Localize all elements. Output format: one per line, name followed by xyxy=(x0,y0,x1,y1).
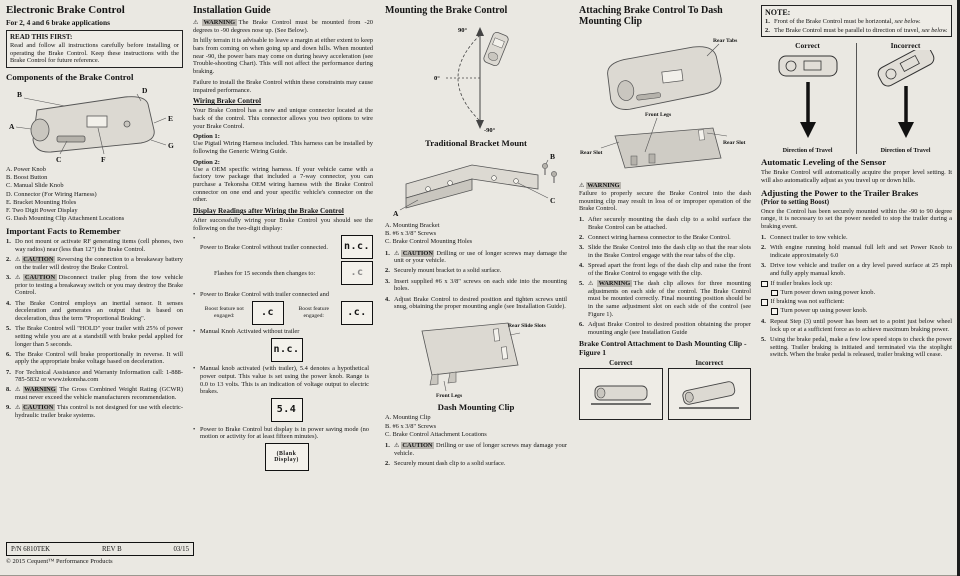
option2-text: Use a OEM specific wiring harness. If your vehicle came with a factory tow package that included a 7-way connector, you can purchase a Tekonsha OEM wiring harness with the Brake Control connector on one end and your specific vehicle's connector on the other. xyxy=(193,165,373,204)
figure1-correct-label: Correct xyxy=(609,359,633,368)
caution-label: CAUTION xyxy=(23,256,54,264)
bracket-step: 4. Adjust Brake Control to desired position and tighten screws until snug, obtaining the proper mounting angle (see Installation Guide). xyxy=(385,295,567,311)
facts-heading: Important Facts to Remember xyxy=(6,226,121,237)
clip-part-item: A. Mounting Clip xyxy=(385,414,431,422)
figure1 xyxy=(579,359,751,420)
bracket-part-item: A. Mounting Bracket xyxy=(385,222,440,229)
option2-label: Option 2: xyxy=(193,158,220,166)
figure1-incorrect-label: Incorrect xyxy=(695,359,724,368)
check-condition: If braking was not sufficient: xyxy=(761,298,952,306)
attaching-heading: Attaching Brake Control To Dash Mounting Clip xyxy=(579,5,723,27)
checkbox-icon xyxy=(771,308,778,315)
column-mounting xyxy=(385,5,567,470)
column-attaching xyxy=(579,5,751,420)
display-bullet-manual-no-trailer: • Manual Knob Activated without trailer n.c. xyxy=(193,328,373,362)
checkbox-icon xyxy=(761,299,768,306)
option1-text: Use Pigtail Wiring Harness included. This harness can be installed by following the Generic Wiring Guide. xyxy=(193,140,373,155)
power-step: 2. With engine running hold manual full left and set Power Knob to indicate approximately 6.0 xyxy=(761,244,952,259)
power-heading: Adjusting the Power to the Trailer Brakes xyxy=(761,187,919,198)
component-item: G. Dash Mounting Clip Attachment Locations xyxy=(6,215,125,223)
check-condition: If trailer brakes lock up: xyxy=(761,280,952,288)
attach-warning-chip xyxy=(579,182,751,189)
component-item: B. Boost Button xyxy=(6,174,48,182)
rear-tabs-label: Rear Tabs xyxy=(713,38,738,44)
bracket-parts-list xyxy=(385,222,567,247)
component-label-c: C xyxy=(55,154,61,164)
component-item: E. Bracket Mounting Holes xyxy=(6,198,77,206)
correct-orientation-sketch xyxy=(764,50,852,142)
direction-of-travel-label: Direction of Travel xyxy=(880,147,931,155)
figure1-heading: Brake Control Attachment to Dash Mounting Clip - Figure 1 xyxy=(579,339,747,358)
angle-label-0: 0° xyxy=(434,75,440,82)
column-notes xyxy=(761,5,952,361)
copyright: © 2015 Cequent™ Performance Products xyxy=(6,558,113,565)
figure1-incorrect-sketch xyxy=(668,368,752,420)
rear-slot-right-label: Rear Slot xyxy=(723,140,746,146)
display-readings-heading: Display Readings after Wiring the Brake Control xyxy=(193,207,344,216)
warning-icon: ⚠ xyxy=(15,404,21,412)
display-readings-intro: After successfully wiring your Brake Control you should see the following on the two-digit display: xyxy=(193,217,373,232)
rear-slot-left-label: Rear Slot xyxy=(580,150,603,156)
bullet-icon: • xyxy=(193,235,196,243)
display-bullet-no-trailer: • Power to Brake Control without trailer connected. n.c. Flashes for 15 seconds then changes to: .c xyxy=(193,235,373,287)
fact-item: 7. For Technical Assistance and Warranty Information call: 1-888-785-5832 or www.tekonsha.com xyxy=(6,368,183,384)
note-heading: NOTE: xyxy=(765,8,791,17)
front-legs-label: Front Legs xyxy=(645,112,672,118)
read-this-first-box xyxy=(6,30,183,68)
components-list xyxy=(6,166,183,223)
note-item: 1. Front of the Brake Control must be horizontal, see below. xyxy=(765,18,921,25)
fact-item: 2. ⚠ CAUTION Reversing the connection to a breakaway battery on the trailer will destroy the Brake Control. xyxy=(6,256,183,271)
dash-clip-diagram xyxy=(388,313,564,399)
clip-part-item: B. #6 x 3/8" Screws xyxy=(385,422,437,430)
bracket-step: 1. ⚠ CAUTION Drilling or use of longer screws may damage the unit or your vehicle. xyxy=(385,249,567,265)
attach-warning-text: Failure to properly secure the Brake Control into the dash mounting clip may result in loss of or improper operation of the Brake Control. xyxy=(579,190,751,213)
checkbox-icon xyxy=(771,290,778,297)
clip-step: 2. Securely mount dash clip to a solid surface. xyxy=(385,459,506,467)
bracket-mount-heading: Traditional Bracket Mount xyxy=(425,138,527,148)
attach-step: 6. Adjust Brake Control to desired position obtaining the proper mounting angle (see Installation Guide xyxy=(579,320,751,336)
part-number-strip xyxy=(6,542,194,556)
constraints-paragraph: Failure to install the Brake Control within these constraints may cause impaired performance. xyxy=(193,78,373,94)
seven-segment-display: 5.4 xyxy=(271,398,303,422)
revision: REV B xyxy=(101,545,122,553)
mounting-angle-diagram xyxy=(388,19,564,135)
seven-segment-display: n.c. xyxy=(341,235,373,259)
warning-label: WARNING xyxy=(598,279,631,287)
component-label-g: G xyxy=(167,140,174,150)
bracket-part-item: C. Brake Control Mounting Holes xyxy=(385,238,473,246)
clip-step: 1. ⚠ CAUTION Drilling or use of longer screws may damage your vehicle. xyxy=(385,441,567,457)
seven-segment-display: .c xyxy=(341,261,373,285)
front-legs-label: Front Legs xyxy=(436,393,463,400)
bullet-icon: • xyxy=(193,328,196,336)
bracket-label-c: C xyxy=(550,196,556,205)
doc-title: Electronic Brake Control xyxy=(6,4,125,16)
date-code: 03/15 xyxy=(173,545,189,553)
component-label-f: F xyxy=(100,154,106,164)
attach-step: 5. ⚠ WARNING The dash clip allows for three mounting adjustments on each side of the control. The Brake Control must be mounted correctly. Final mounting position should be in the same adjustment slot on each side of the control (see Figure 1). xyxy=(579,279,751,318)
power-step: 3. Drive tow vehicle and trailer on a dry level paved surface at 25 mph and fully apply manual knob. xyxy=(761,261,952,277)
seven-segment-display: .c xyxy=(252,301,284,325)
fact-item: 6. The Brake Control will brake proportionally in reverse. It will apply the appropriate brake voltage based on deceleration. xyxy=(6,350,183,366)
bullet-icon: • xyxy=(193,365,196,373)
fact-item: 1. Do not mount or activate RF generating items (cell phones, two way radios) near (less than 12") the Brake Control. xyxy=(6,238,183,253)
display-bullet-power-saving: • Power to Brake Control but display is in power saving mode (no motion or activity for at least fifteen minutes). (Blank Display) xyxy=(193,426,373,471)
direction-of-travel-label: Direction of Travel xyxy=(782,147,833,155)
doc-subtitle: For 2, 4 and 6 brake applications xyxy=(6,17,110,27)
warning-icon: ⚠ xyxy=(588,279,597,287)
clip-part-item: C. Brake Control Attachment Locations xyxy=(385,430,487,438)
incorrect-label: Incorrect xyxy=(890,41,921,51)
mounting-heading: Mounting the Brake Control xyxy=(385,5,508,16)
fact-item: 8. ⚠ WARNING The Gross Combined Weight Rating (GCWR) must never exceed the vehicle manufacturers recommendation. xyxy=(6,386,183,402)
seven-segment-display: .c. xyxy=(341,301,373,325)
checkbox-icon xyxy=(761,281,768,288)
option1-label: Option 1: xyxy=(193,133,220,141)
attach-step: 3. Slide the Brake Control into the dash clip so that the rear slots in the Brake Control engage with the rear tabs of the clip. xyxy=(579,244,751,259)
angle-label-90: 90° xyxy=(458,27,468,34)
column-overview xyxy=(6,5,183,422)
bracket-label-b: B xyxy=(550,152,556,161)
warning-icon: ⚠ xyxy=(579,182,585,189)
bullet-icon: • xyxy=(193,425,196,433)
column-installation xyxy=(193,5,373,474)
warning-icon: ⚠ xyxy=(15,256,21,264)
fact-item: 9. ⚠ CAUTION This control is not designed for use with electric-hydraulic trailer brake systems. xyxy=(6,404,183,419)
rear-slide-slots-label: Rear Slide Slots xyxy=(508,323,546,330)
bracket-diagram xyxy=(388,150,564,220)
power-step: 4. Repeat Step (3) until power has been set to a point just below wheel lock up or at a sufficient force as to achieve maximum braking power. xyxy=(761,318,952,333)
attach-step: 1. After securely mounting the dash clip to a solid surface the Brake Control can be attached. xyxy=(579,216,751,231)
component-label-a: A xyxy=(8,121,14,131)
installation-heading: Installation Guide xyxy=(193,5,271,16)
components-heading: Components of the Brake Control xyxy=(6,71,134,82)
fact-item: 3. ⚠ CAUTION Disconnect trailer plug from the tow vehicle prior to testing a breakaway switch or you may destroy the Brake Control. xyxy=(6,274,183,297)
warning-label: WARNING xyxy=(203,19,236,26)
angle-label-neg90: -90° xyxy=(484,127,496,134)
caution-label: CAUTION xyxy=(23,404,54,412)
leveling-heading: Automatic Leveling of the Sensor xyxy=(761,157,887,168)
power-subheading: (Prior to setting Boost) xyxy=(761,197,830,206)
wiring-heading: Wiring Brake Control xyxy=(193,97,262,106)
power-intro: Once the Control has been securely mounted within the -90 to 90 degree range, it is necessary to set the power needed to stop the trailer during a braking event. xyxy=(761,207,952,231)
figure-divider xyxy=(856,43,857,154)
component-label-b: B xyxy=(16,89,22,99)
fact-item: 5. The Brake Control will "HOLD" your trailer with 25% of power setting while you are at a standstill with brake pedal applied for longer than 5 seconds. xyxy=(6,325,183,348)
orientation-figure xyxy=(761,41,952,154)
note-box xyxy=(761,5,952,37)
component-item: D. Connector (For Wiring Harness) xyxy=(6,190,97,198)
seven-segment-display: n.c. xyxy=(271,338,303,362)
part-number: P/N 6810TEK xyxy=(11,545,51,553)
component-item: F. Two Digit Power Display xyxy=(6,206,78,214)
warning-icon: ⚠ xyxy=(193,19,201,26)
caution-label: CAUTION xyxy=(402,441,433,449)
bracket-step: 2. Securely mount bracket to a solid surface. xyxy=(385,267,502,275)
bracket-part-item: B. #6 x 3/8" Screws xyxy=(385,230,437,238)
components-diagram xyxy=(7,84,183,164)
display-bullet-manual-with-trailer: • Manual knob activated (with trailer), 5.4 denotes a hypothetical power output. This value is set using the power knob. Range is 0.0 to 13 volts. This is an indication of voltage output to electric brakes. 5.4 xyxy=(193,365,373,422)
bullet-icon: • xyxy=(193,290,196,298)
power-step: 5. Using the brake pedal, make a few low speed stops to check the power setting. Trailer braking is initiated and terminated via the stoplight switch. When the brake pedal is released, trailer braking will cease. xyxy=(761,335,952,359)
attach-to-clip-diagram xyxy=(579,30,751,180)
check-action: Turn power up using power knob. xyxy=(761,307,952,315)
correct-label: Correct xyxy=(795,41,820,51)
component-item: A. Power Knob xyxy=(6,165,46,173)
display-bullet-trailer-connected: • Power to Brake Control with trailer connected and Boost feature not engaged: .c Boost feature engaged: .c. xyxy=(193,291,373,325)
blank-display: (Blank Display) xyxy=(265,443,309,471)
dash-clip-heading: Dash Mounting Clip xyxy=(437,402,515,413)
wiring-paragraph: Your Brake Control has a new and unique connector located at the back of the control. This connector allows you two options to wire your Brake Control. xyxy=(193,107,373,130)
mounting-warning: ⚠ WARNING The Brake Control must be mounted from -20 degrees to -90 degrees nose up. (See Below). xyxy=(193,19,373,34)
figure1-correct-sketch xyxy=(579,368,663,420)
warning-icon: ⚠ xyxy=(15,386,22,394)
attach-step: 4. Spread apart the front legs of the dash clip and raise the front of the Brake Control to engage with the clip. xyxy=(579,262,751,277)
warning-label: WARNING xyxy=(587,182,620,189)
caution-label: CAUTION xyxy=(24,274,56,281)
warning-icon: ⚠ xyxy=(394,441,400,449)
fact-item: 4. The Brake Control employs an inertial sensor. It senses deceleration and generates an output that is based on deceleration, thus the term "Proportional Braking". xyxy=(6,299,183,322)
clip-parts-list xyxy=(385,414,567,439)
component-label-d: D xyxy=(141,85,147,95)
warning-icon: ⚠ xyxy=(15,274,23,281)
hilly-terrain-paragraph: In hilly terrain it is advisable to leave a margin at either extent to keep bars from coming on when going up and down hills. When mounted near -90, the power bars may come on during heavy acceleration (see Trouble-shooting Chart). This will not affect the performance during braking. xyxy=(193,37,373,76)
note-item: 2. The Brake Control must be parallel to direction of travel, see below. xyxy=(765,26,948,34)
leveling-text: The Brake Control will automatically acquire the proper level setting. It will also automatically adjust as you travel up or down hills. xyxy=(761,169,952,185)
bracket-label-a: A xyxy=(393,209,399,218)
incorrect-orientation-sketch xyxy=(862,50,950,142)
attach-step: 2. Connect wiring harness connector to the Brake Control. xyxy=(579,233,731,241)
check-action: Turn power down using power knob. xyxy=(761,289,952,297)
component-item: C. Manual Slide Knob xyxy=(6,182,64,190)
bracket-step: 3. Insert supplied #6 x 3/8" screws on each side into the mounting holes. xyxy=(385,277,567,293)
read-first-body: Read and follow all instructions carefully before installing or operating the Brake Control. Keep these instructions with the Brake Control for future reference. xyxy=(10,41,179,65)
warning-icon: ⚠ xyxy=(394,249,401,257)
caution-label: CAUTION xyxy=(402,249,433,257)
power-step: 1. Connect trailer to tow vehicle. xyxy=(761,233,848,241)
warning-label: WARNING xyxy=(24,386,56,394)
component-label-e: E xyxy=(167,113,173,123)
read-first-heading: READ THIS FIRST: xyxy=(10,32,73,41)
